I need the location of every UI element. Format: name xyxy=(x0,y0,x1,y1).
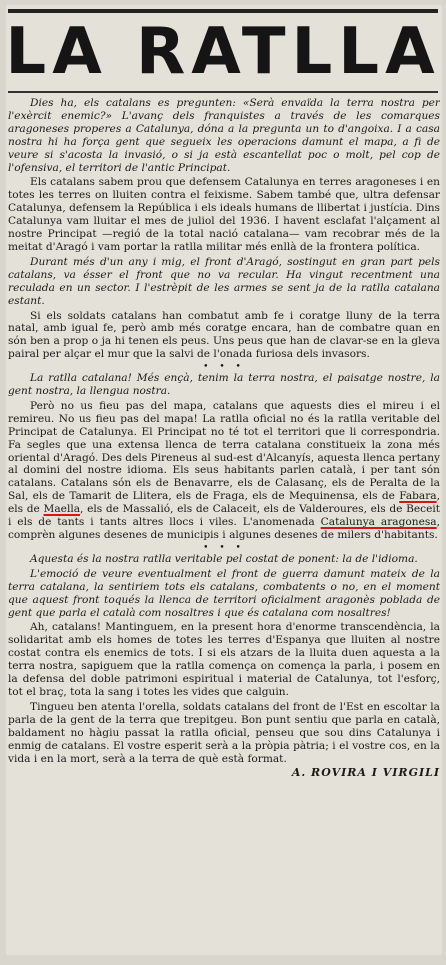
paragraph: Ah, catalans! Mantinguem, en la present hora d'enorme transcendència, la solidaritat amb els homes de totes les terres d'Espanya que lluiten al nostre costat contra els enemics de tots. I si els atzars de la lluita duen aquesta a la terra nostra, sapiguem que la ratlla comença on comença la parla, i posem en la defensa del doble patrimoni espiritual i material de Catalunya, tot l'esforç, tot el braç, tota la sang i totes les vides que calguin. xyxy=(8,621,440,698)
highlight-maella: Maella xyxy=(43,503,81,516)
towns-text: Catalans són els de Benavarre, els de Calasanç, els de Peralta de la Sal, els de Tamarit de Llitera, els de Fraga, els de Mequinensa, els de xyxy=(8,477,440,503)
towns-text: , els de Massalió, els de Calaceit, els de Valderoures, els de Beceit i els de tants i tants altres llocs i viles. L'anomenada xyxy=(8,503,440,529)
headline-box xyxy=(5,9,441,93)
section-separator: • • • xyxy=(203,542,245,553)
towns-text: , els de xyxy=(8,490,440,516)
towns-text: , comprèn algunes desenes de municipis i algunes desenes de milers d'habitants. xyxy=(8,516,440,541)
newspaper-page xyxy=(6,5,442,955)
headline: LA RATLLA xyxy=(5,15,441,89)
paragraph: L'emoció de veure eventualment el front de guerra damunt mateix de la terra catalana, la sentiriem tots els catalans, combatents o no, en el moment que aquest front toqués la llenca de territori oficialment aragonès poblada de gent que parla el català com nosaltres i que és catalana com nosaltres! xyxy=(8,567,440,619)
paragraph: La ratlla catalana! Més ençà, tenim la terra nostra, el paisatge nostre, la gent nostra, la llengua nostra. xyxy=(8,372,440,398)
paragraph: Si els soldats catalans han combatut amb fe i coratge lluny de la terra natal, amb igual fe, però amb més coratge encara, han de combatre quan en són ben a prop o ja hi tenen els peus. Uns peus que han de clavar-se en la gleva pairal per alçar el mur que la salvi de l'onada furiosa dels invasors. xyxy=(8,309,440,361)
paragraph: Dies ha, els catalans es pregunten: «Serà envaïda la terra nostra per l'exèrcit enemic?» L'avanç dels franquistes a través de les comarques aragoneses properes a Catalunya, dóna a la pregunta un to d'angoixa. I a casa nostra hi ha força gent que segueix les operacions damunt el mapa, a fi de veure si s'acosta la invasió, o si ja està escantellat poc o molt, pel cop de l'ofensiva, el territori de l'antic Principat. xyxy=(8,97,440,174)
paragraph: Durant més d'un any i mig, el front d'Aragó, sostingut en gran part pels catalans, va ésser el front que no va recular. Ha vingut recentment una reculada en un sector. I l'estrèpit de les armes se sent ja de la ratlla catalana estant. xyxy=(8,255,440,307)
author-signature: A. ROVIRA I VIRGILI xyxy=(291,766,440,780)
paragraph: Tingueu ben atenta l'orella, soldats catalans del front de l'Est en escoltar la parla de la gent de la terra que trepitgeu. Bon punt sentiu que parla en català, baldament no hàgiu passat la ratlla oficial, penseu que sou dins Catalunya i enmig de catalans. El vostre esperit serà a la pròpia pàtria; i el vostre cos, en la vida i en la mort, serà a la terra de què està format. xyxy=(8,700,440,765)
paragraph xyxy=(8,400,440,542)
highlight-catalunya-aragonesa: Catalunya aragonesa xyxy=(320,516,437,529)
paragraph-text: Però no us fieu pas del mapa, catalans que aquests dies el mireu i el remireu. No us fieu pas del mapa! La ratlla oficial no és la ratlla veritable del Principat de Catalunya. El Principat no té tot el territori que li correspondria. Fa segles que una extensa llenca de terra catalana constitueix la zona més oriental d'Aragó. Des dels Pireneus al sud-est d'Alcanyís, aquesta llenca pertany al domini del nostre idioma. Els seus habitants parlen català, i per tant són catalans. xyxy=(8,399,440,490)
paragraph: Aquesta és la nostra ratlla veritable pel costat de ponent: la de l'idioma. xyxy=(30,552,418,565)
highlight-fabara: Fabara xyxy=(399,490,437,503)
section-separator: • • • xyxy=(203,362,245,373)
article-body xyxy=(8,97,440,949)
paragraph: Els catalans sabem prou que defensem Catalunya en terres aragoneses i en totes les terres on lluiten contra el feixisme. Sabem també que, ultra defensar Catalunya, defensem la República i els ideals humans de llibertat i justícia. Dins Catalunya vam lluitar el mes de juliol del 1936. I havent esclafat l'alçament al nostre Principat —regió de la total nació catalana— vam recobrar més de la meitat d'Aragó i vam portar la ratlla militar més enllà de la frontera política. xyxy=(8,176,440,253)
